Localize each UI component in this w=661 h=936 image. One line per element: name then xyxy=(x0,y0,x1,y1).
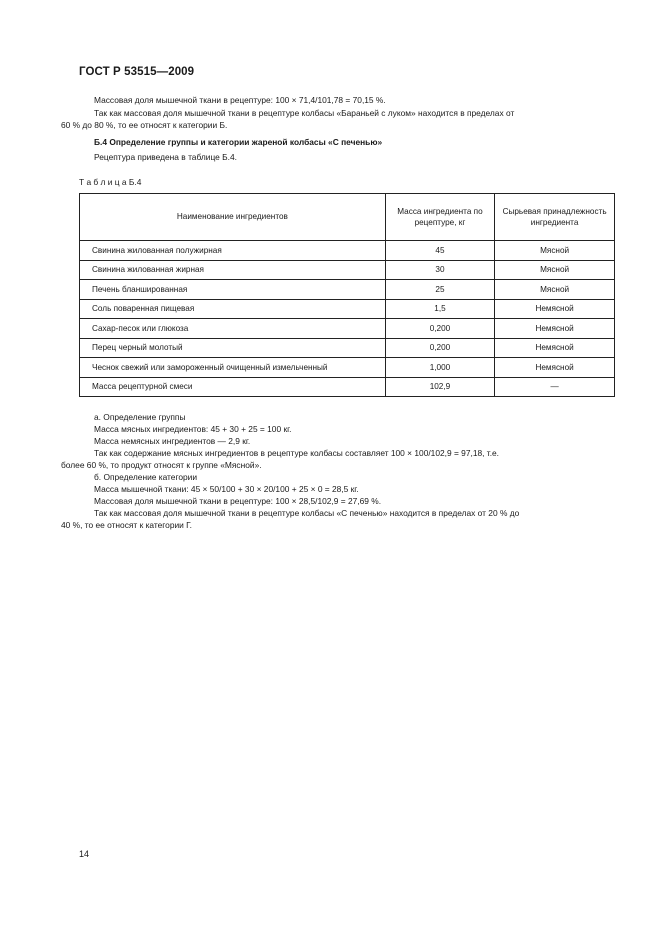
category-conclusion-2: 40 %, то ее относят к категории Г. xyxy=(61,520,193,530)
meat-mass-text: Масса мясных ингредиентов: 45 + 30 + 25 = 100 кг. xyxy=(94,424,292,434)
page-number: 14 xyxy=(79,849,90,859)
ingredient-name: Печень бланшированная xyxy=(80,280,386,300)
total-origin: — xyxy=(495,377,615,397)
muscle-mass-text: Масса мышечной ткани: 45 × 50/100 + 30 × 20/100 + 25 × 0 = 28,5 кг. xyxy=(94,484,359,494)
ingredient-name: Сахар-песок или глюкоза xyxy=(80,319,386,339)
muscle-share-lamb: Массовая доля мышечной ткани в рецептуре: 100 × 71,4/101,78 = 70,15 %. xyxy=(94,95,386,105)
ingredient-name: Чеснок свежий или замороженный очищенный измельченный xyxy=(80,358,386,378)
ingredient-origin: Немясной xyxy=(495,358,615,378)
ingredient-origin: Немясной xyxy=(495,319,615,339)
table-row xyxy=(80,358,615,378)
ingredient-mass: 45 xyxy=(385,241,494,261)
ingredient-name: Соль поваренная пищевая xyxy=(80,299,386,319)
table-row xyxy=(80,338,615,358)
table-caption: Т а б л и ц а Б.4 xyxy=(79,177,142,187)
ingredient-origin: Мясной xyxy=(495,241,615,261)
header-ingredient-mass: Масса ингредиента по рецептуре, кг xyxy=(385,194,494,241)
ingredient-name: Свинина жилованная полужирная xyxy=(80,241,386,261)
group-conclusion-1: Так как содержание мясных ингредиентов в рецептуре колбасы составляет 100 × 100/102,9 = 97,18, т.е. xyxy=(94,448,500,458)
recipe-table xyxy=(79,193,615,397)
ingredient-origin: Мясной xyxy=(495,280,615,300)
section-title: Б.4 Определение группы и категории жареной колбасы «С печенью» xyxy=(94,137,383,147)
ingredient-origin: Немясной xyxy=(495,299,615,319)
category-subtitle: б. Определение категории xyxy=(94,472,197,482)
lamb-category-text-2: 60 % до 80 %, то ее относят к категории Б. xyxy=(61,120,228,130)
table-row xyxy=(80,241,615,261)
header-raw-origin: Сырьевая принадлежность ингредиента xyxy=(495,194,615,241)
category-conclusion-1: Так как массовая доля мышечной ткани в рецептуре колбасы «С печенью» находится в пределах от 20 % до xyxy=(94,508,520,518)
lamb-category-text-1: Так как массовая доля мышечной ткани в рецептуре колбасы «Бараньей с луком» находится в пределах от xyxy=(94,108,515,118)
header-ingredient-name: Наименование ингредиентов xyxy=(80,194,386,241)
ingredient-name: Свинина жилованная жирная xyxy=(80,260,386,280)
total-label: Масса рецептурной смеси xyxy=(80,377,386,397)
ingredient-mass: 30 xyxy=(385,260,494,280)
muscle-share-text: Массовая доля мышечной ткани в рецептуре: 100 × 28,5/102,9 = 27,69 %. xyxy=(94,496,382,506)
ingredient-mass: 1,5 xyxy=(385,299,494,319)
table-header-row xyxy=(80,194,615,241)
ingredient-origin: Мясной xyxy=(495,260,615,280)
table-total-row xyxy=(80,377,615,397)
nonmeat-mass-text: Масса немясных ингредиентов — 2,9 кг. xyxy=(94,436,251,446)
recipe-note: Рецептура приведена в таблице Б.4. xyxy=(94,152,237,162)
document-header: ГОСТ Р 53515—2009 xyxy=(79,66,195,78)
ingredient-mass: 0,200 xyxy=(385,319,494,339)
table-row xyxy=(80,319,615,339)
table-row xyxy=(80,280,615,300)
total-mass: 102,9 xyxy=(385,377,494,397)
ingredient-name: Перец черный молотый xyxy=(80,338,386,358)
ingredient-origin: Немясной xyxy=(495,338,615,358)
ingredient-mass: 0,200 xyxy=(385,338,494,358)
group-conclusion-2: более 60 %, то продукт относят к группе «Мясной». xyxy=(61,460,262,470)
table-row xyxy=(80,260,615,280)
ingredient-mass: 1,000 xyxy=(385,358,494,378)
ingredient-mass: 25 xyxy=(385,280,494,300)
table-row xyxy=(80,299,615,319)
group-subtitle: а. Определение группы xyxy=(94,412,186,422)
